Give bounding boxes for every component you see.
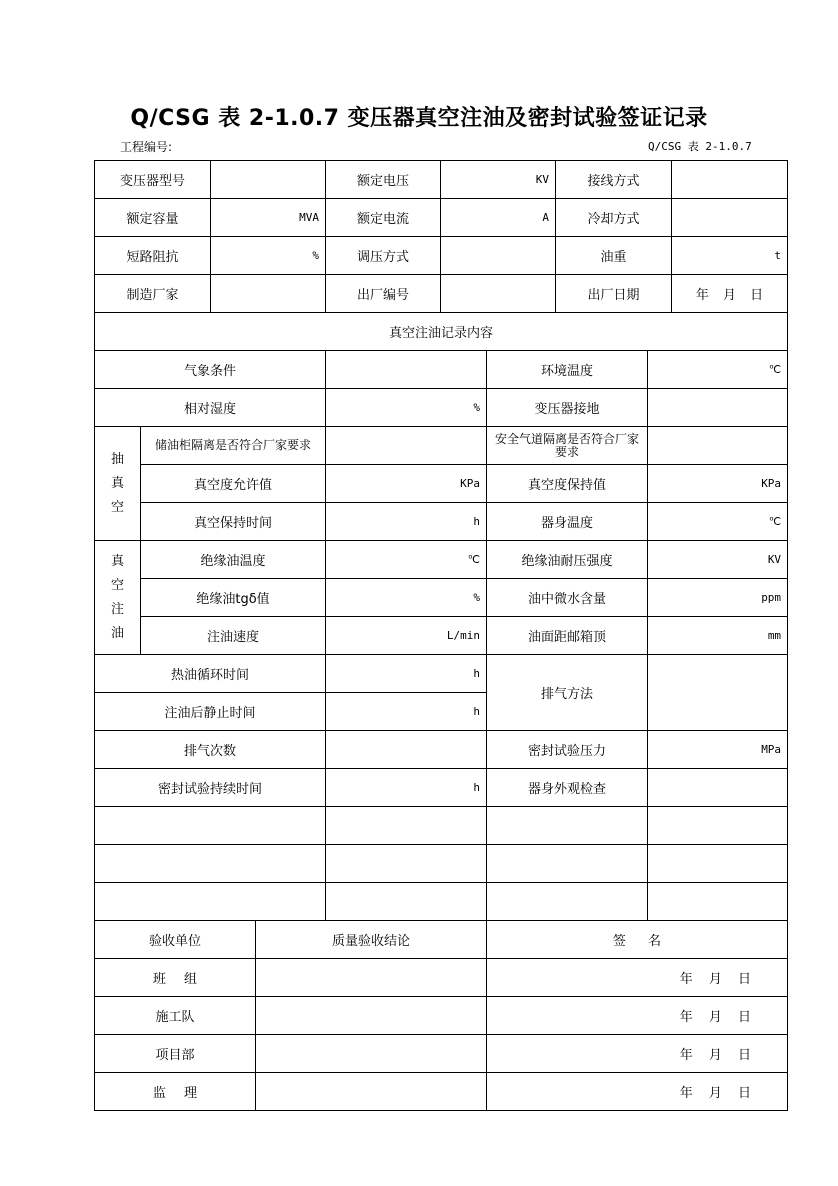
supervision-label: 监 理 <box>95 1073 256 1111</box>
seal-time-value[interactable]: h <box>326 769 487 807</box>
oil-strength-value[interactable]: KV <box>648 541 788 579</box>
sign-header: 签 名 <box>487 921 788 959</box>
tap-method-label: 调压方式 <box>326 237 441 275</box>
hot-cycle-label: 热油循环时间 <box>95 655 326 693</box>
degas-method-label: 排气方法 <box>487 655 648 731</box>
oil-weight-label: 油重 <box>556 237 672 275</box>
humidity-value[interactable]: % <box>326 389 487 427</box>
distance-label: 油面距邮箱顶 <box>487 617 648 655</box>
acceptance-table <box>94 920 788 1111</box>
vacuum-time-label: 真空保持时间 <box>141 503 326 541</box>
weather-label: 气象条件 <box>95 351 326 389</box>
degas-times-label: 排气次数 <box>95 731 326 769</box>
short-circuit-label: 短路阻抗 <box>95 237 211 275</box>
connection-label: 接线方式 <box>556 161 672 199</box>
blank-cell[interactable] <box>487 883 648 921</box>
tank-isolation-label: 储油柜隔离是否符合厂家要求 <box>141 427 326 465</box>
vacuum-allow-label: 真空度允许值 <box>141 465 326 503</box>
blank-cell[interactable] <box>648 883 788 921</box>
distance-value[interactable]: mm <box>648 617 788 655</box>
blank-cell[interactable] <box>326 807 487 845</box>
manufacturer-value[interactable] <box>211 275 326 313</box>
rest-time-value[interactable]: h <box>326 693 487 731</box>
oil-tg-value[interactable]: % <box>326 579 487 617</box>
rest-time-label: 注油后静止时间 <box>95 693 326 731</box>
seal-pressure-label: 密封试验压力 <box>487 731 648 769</box>
section-title: 真空注油记录内容 <box>95 313 788 351</box>
short-circuit-value[interactable]: % <box>211 237 326 275</box>
speed-label: 注油速度 <box>141 617 326 655</box>
conclusion-header: 质量验收结论 <box>256 921 487 959</box>
model-label: 变压器型号 <box>95 161 211 199</box>
team-label: 班 组 <box>95 959 256 997</box>
oil-tg-label: 绝缘油tgδ值 <box>141 579 326 617</box>
unit-header: 验收单位 <box>95 921 256 959</box>
water-value[interactable]: ppm <box>648 579 788 617</box>
supervision-conclusion[interactable] <box>256 1073 487 1111</box>
blank-cell[interactable] <box>95 883 326 921</box>
model-value[interactable] <box>211 161 326 199</box>
team-sign-date[interactable]: 年 月 日 <box>487 959 788 997</box>
cooling-label: 冷却方式 <box>556 199 672 237</box>
team-conclusion[interactable] <box>256 959 487 997</box>
oil-strength-label: 绝缘油耐压强度 <box>487 541 648 579</box>
appearance-value[interactable] <box>648 769 788 807</box>
construction-label: 施工队 <box>95 997 256 1035</box>
degas-times-value[interactable] <box>326 731 487 769</box>
appearance-label: 器身外观检查 <box>487 769 648 807</box>
form-code: Q/CSG 表 2-1.0.7 <box>648 140 752 153</box>
project-sign-date[interactable]: 年 月 日 <box>487 1035 788 1073</box>
rated-voltage-label: 额定电压 <box>326 161 441 199</box>
supervision-sign-date[interactable]: 年 月 日 <box>487 1073 788 1111</box>
blank-cell[interactable] <box>648 807 788 845</box>
manufacturer-label: 制造厂家 <box>95 275 211 313</box>
weather-value[interactable] <box>326 351 487 389</box>
valve-isolation-label: 安全气道隔离是否符合厂家要求 <box>487 427 648 465</box>
vacuum-filling-table <box>94 312 788 921</box>
serial-value[interactable] <box>441 275 556 313</box>
vacuum-group-label: 抽真空 <box>95 427 141 541</box>
grounding-label: 变压器接地 <box>487 389 648 427</box>
speed-value[interactable]: L/min <box>326 617 487 655</box>
oil-temp-value[interactable]: ℃ <box>326 541 487 579</box>
connection-value[interactable] <box>672 161 788 199</box>
oil-weight-value[interactable]: t <box>672 237 788 275</box>
project-label: 项目部 <box>95 1035 256 1073</box>
blank-cell[interactable] <box>95 807 326 845</box>
project-conclusion[interactable] <box>256 1035 487 1073</box>
construction-conclusion[interactable] <box>256 997 487 1035</box>
rated-current-label: 额定电流 <box>326 199 441 237</box>
transformer-info-table <box>94 160 788 313</box>
tap-method-value[interactable] <box>441 237 556 275</box>
cooling-value[interactable] <box>672 199 788 237</box>
blank-cell[interactable] <box>326 845 487 883</box>
water-label: 油中微水含量 <box>487 579 648 617</box>
blank-cell[interactable] <box>648 845 788 883</box>
hot-cycle-value[interactable]: h <box>326 655 487 693</box>
vacuum-time-value[interactable]: h <box>326 503 487 541</box>
blank-cell[interactable] <box>326 883 487 921</box>
body-temp-value[interactable]: ℃ <box>648 503 788 541</box>
page-title: Q/CSG 表 2-1.0.7 变压器真空注油及密封试验签证记录 <box>130 106 708 131</box>
serial-label: 出厂编号 <box>326 275 441 313</box>
body-temp-label: 器身温度 <box>487 503 648 541</box>
oil-temp-label: 绝缘油温度 <box>141 541 326 579</box>
construction-sign-date[interactable]: 年 月 日 <box>487 997 788 1035</box>
seal-time-label: 密封试验持续时间 <box>95 769 326 807</box>
valve-isolation-value[interactable] <box>648 427 788 465</box>
factory-date-value[interactable]: 年 月 日 <box>672 275 788 313</box>
humidity-label: 相对湿度 <box>95 389 326 427</box>
tank-isolation-value[interactable] <box>326 427 487 465</box>
blank-cell[interactable] <box>487 807 648 845</box>
vacuum-keep-value[interactable]: KPa <box>648 465 788 503</box>
blank-cell[interactable] <box>487 845 648 883</box>
env-temp-value[interactable]: ℃ <box>648 351 788 389</box>
vacuum-allow-value[interactable]: KPa <box>326 465 487 503</box>
vacuum-keep-label: 真空度保持值 <box>487 465 648 503</box>
oil-group-label: 真空注油 <box>95 541 141 655</box>
blank-cell[interactable] <box>95 845 326 883</box>
rated-capacity-value[interactable]: MVA <box>211 199 326 237</box>
degas-method-value[interactable] <box>648 655 788 731</box>
rated-capacity-label: 额定容量 <box>95 199 211 237</box>
rated-voltage-value[interactable]: KV <box>441 161 556 199</box>
seal-pressure-value[interactable]: MPa <box>648 731 788 769</box>
factory-date-label: 出厂日期 <box>556 275 672 313</box>
env-temp-label: 环境温度 <box>487 351 648 389</box>
grounding-value[interactable] <box>648 389 788 427</box>
rated-current-value[interactable]: A <box>441 199 556 237</box>
project-number-label: 工程编号: <box>120 140 173 154</box>
